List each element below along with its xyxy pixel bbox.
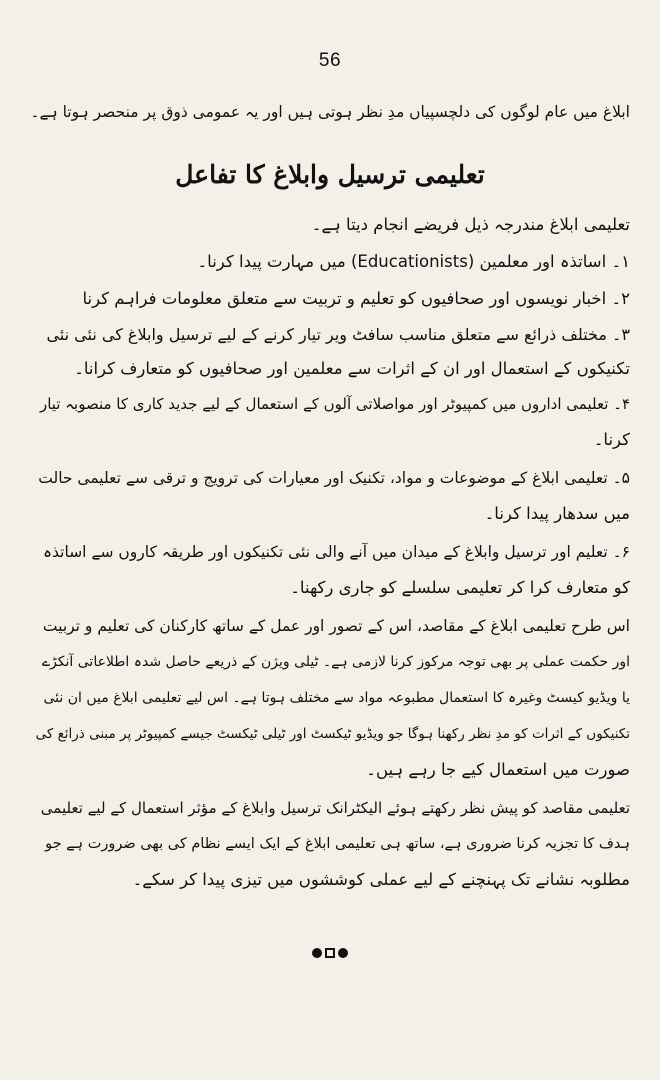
body-line-17: تعلیمی مقاصد کو پیش نظر رکھتے ہوئے الیکٹرانک ترسیل وابلاغ کے مؤثر استعمال کے لیے تعلیمی <box>40 799 630 817</box>
body-line-18: ہدف کا تجزیہ کرنا ضروری ہے، ساتھ ہی تعلیمی ابلاغ کے ایک ایسے نظام کی بھی ضرورت ہے جو <box>45 836 630 852</box>
intro-line: ابلاغ میں عام لوگوں کی دلچسپیاں مدِ نظر ہوتی ہیں اور یہ عمومی ذوق پر منحصر ہوتا ہے۔ <box>30 103 630 121</box>
body-line-2: ۱۔ اساتذہ اور معلمین (Educationists) میں مہارت پیدا کرنا۔ <box>197 252 630 271</box>
body-line-11: کو متعارف کرا کر تعلیمی سلسلے کو جاری رکھنا۔ <box>290 578 630 597</box>
section-heading: تعلیمی ترسیل وابلاغ کا تفاعل <box>175 160 485 189</box>
body-line-14: یا ویڈیو کیسٹ وغیرہ کا استعمال مطبوعہ مواد سے مختلف ہوتا ہے۔ اس لیے تعلیمی ابلاغ میں ان نئی <box>43 690 630 706</box>
body-line-5: تکنیکوں کے استعمال اور ان کے اثرات سے معلمین اور صحافیوں کو متعارف کرانا۔ <box>74 359 630 378</box>
body-line-1: تعلیمی ابلاغ مندرجہ ذیل فریضے انجام دیتا ہے۔ <box>311 215 630 234</box>
body-line-3: ۲۔ اخبار نویسوں اور صحافیوں کو تعلیم و تربیت سے متعلق معلومات فراہم کرنا <box>82 289 630 308</box>
body-line-13: اور حکمت عملی پر بھی توجہ مرکوز کرنا لازمی ہے۔ ٹیلی ویژن کے ذریعے حاصل شدہ اطلاعاتی آنکڑے <box>41 654 630 670</box>
body-line-9: میں سدھار پیدا کرنا۔ <box>484 504 630 523</box>
body-line-8: ۵۔ تعلیمی ابلاغ کے موضوعات و مواد، تکنیک اور معیارات کی ترویج و ترقی سے تعلیمی حالت <box>38 469 630 487</box>
body-line-15: تکنیکوں کے اثرات کو مدِ نظر رکھنا ہوگا جو ویڈیو ٹیکسٹ اور ٹیلی ٹیکسٹ جیسے کمپیوٹر پر مبنی ذرائع کی <box>35 726 630 742</box>
body-line-16: صورت میں استعمال کیے جا رہے ہیں۔ <box>366 760 630 779</box>
body-line-4: ۳۔ مختلف ذرائع سے متعلق مناسب سافٹ ویر تیار کرنے کے لیے ترسیل وابلاغ کی نئی نئی <box>46 325 630 344</box>
body-line-7: کرنا۔ <box>593 430 630 449</box>
body-line-6: ۴۔ تعلیمی اداروں میں کمپیوٹر اور مواصلاتی آلوں کے استعمال کے لیے جدید کاری کا منصوبہ تیار <box>39 395 630 413</box>
dot-icon <box>338 948 348 958</box>
body-line-10: ۶۔ تعلیم اور ترسیل وابلاغ کے میدان میں آنے والی نئی تکنیکوں اور طریقہ کاروں سے اساتذہ <box>42 543 630 561</box>
body-line-12: اس طرح تعلیمی ابلاغ کے مقاصد، اس کے تصور اور عمل کے ساتھ کارکنان کی تعلیم و تربیت <box>42 617 630 635</box>
end-ornament <box>0 948 660 958</box>
square-icon <box>325 948 335 958</box>
dot-icon <box>312 948 322 958</box>
body-line-19: مطلوبہ نشانے تک پہنچنے کے لیے عملی کوششوں میں تیزی پیدا کر سکے۔ <box>132 870 630 889</box>
page-number: 56 <box>318 50 342 71</box>
